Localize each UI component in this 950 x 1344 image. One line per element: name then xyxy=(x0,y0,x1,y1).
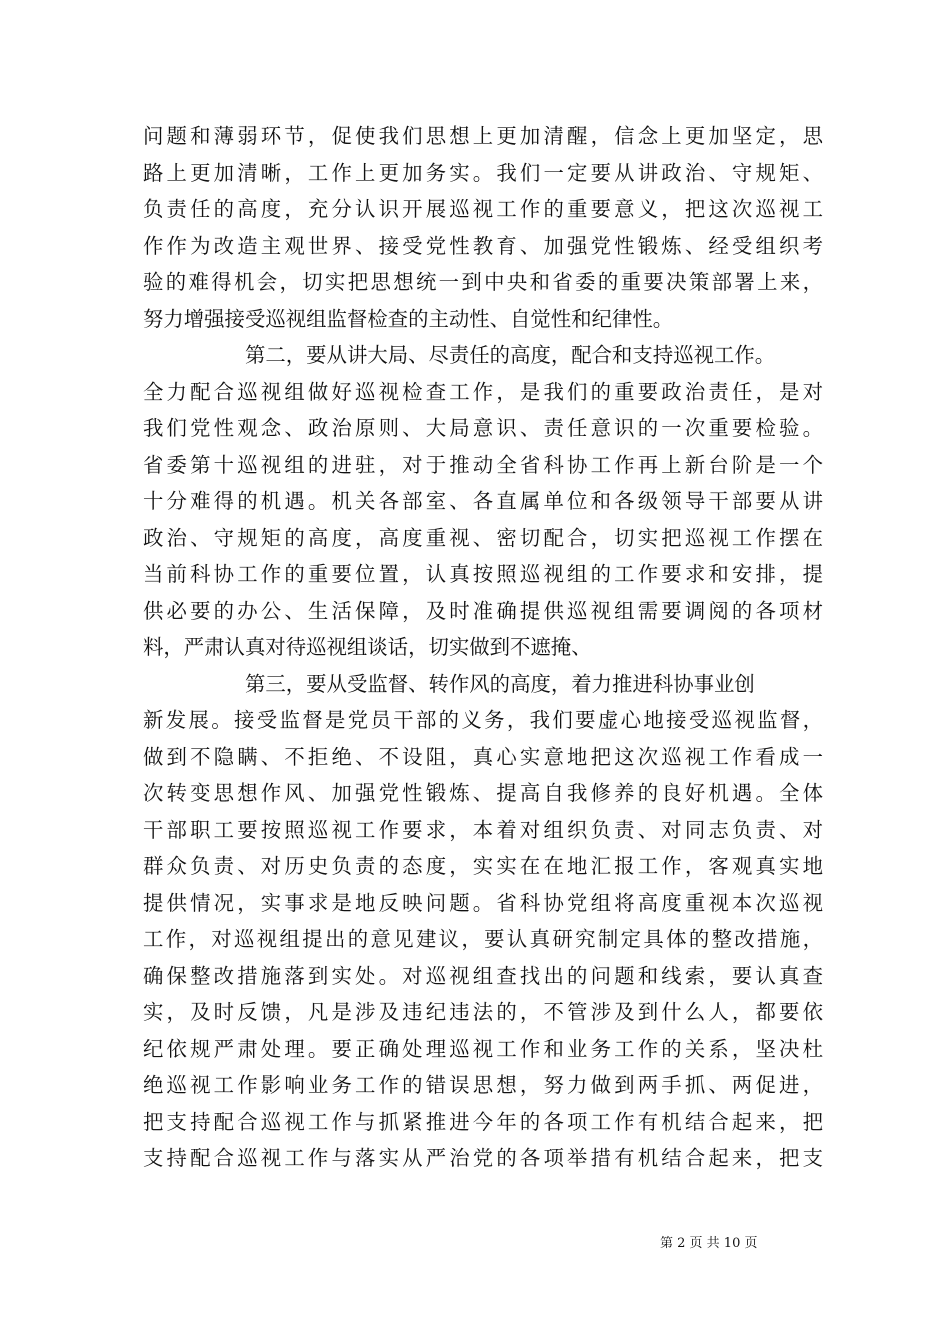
text-line: 十分难得的机遇。机关各部室、各直属单位和各级领导干部要从讲 xyxy=(143,489,823,513)
text-line: 问题和薄弱环节，促使我们思想上更加清醒，信念上更加坚定，思 xyxy=(143,124,823,148)
text-line: 纪依规严肃处理。要正确处理巡视工作和业务工作的关系，坚决杜 xyxy=(143,1036,823,1061)
text-line: 确保整改措施落到实处。对巡视组查找出的问题和线索，要认真查 xyxy=(143,963,823,988)
text-line: 供必要的办公、生活保障，及时准确提供巡视组需要调阅的各项材 xyxy=(143,598,823,623)
text-line: 验的难得机会，切实把思想统一到中央和省委的重要决策部署上来， xyxy=(143,270,823,294)
text-line: 干部职工要按照巡视工作要求，本着对组织负责、对同志负责、对 xyxy=(143,817,823,842)
text-line: 料，严肃认真对待巡视组谈话，切实做到不遮掩、 xyxy=(143,635,592,659)
text-line: 负责任的高度，充分认识开展巡视工作的重要意义，把这次巡视工 xyxy=(143,197,823,221)
text-line: 第三，要从受监督、转作风的高度，着力推进科协事业创 xyxy=(245,671,755,696)
text-line: 做到不隐瞒、不拒绝、不设阻，真心实意地把这次巡视工作看成一 xyxy=(143,744,823,769)
text-line: 我们党性观念、政治原则、大局意识、责任意识的一次重要检验。 xyxy=(143,416,823,440)
text-line: 努力增强接受巡视组监督检查的主动性、自觉性和纪律性。 xyxy=(143,306,674,331)
text-line: 把支持配合巡视工作与抓紧推进今年的各项工作有机结合起来，把 xyxy=(143,1109,823,1134)
text-line: 全力配合巡视组做好巡视检查工作，是我们的重要政治责任，是对 xyxy=(143,379,823,404)
paragraph-1 xyxy=(143,118,823,337)
text-line: 绝巡视工作影响业务工作的错误思想，努力做到两手抓、两促进， xyxy=(143,1073,823,1097)
page-number-footer: 第 2 页 共 10 页 xyxy=(660,1236,758,1251)
text-line: 群众负责、对历史负责的态度，实实在在地汇报工作，客观真实地 xyxy=(143,854,823,878)
text-line: 新发展。接受监督是党员干部的义务，我们要虚心地接受巡视监督， xyxy=(143,708,823,732)
text-line: 实，及时反馈，凡是涉及违纪违法的，不管涉及到什么人，都要依 xyxy=(143,1000,823,1024)
text-line: 第二，要从讲大局、尽责任的高度，配合和支持巡视工作。 xyxy=(245,343,776,367)
text-line: 提供情况，实事求是地反映问题。省科协党组将高度重视本次巡视 xyxy=(143,890,823,915)
text-line: 作作为改造主观世界、接受党性教育、加强党性锻炼、经受组织考 xyxy=(143,233,823,258)
text-line: 工作，对巡视组提出的意见建议，要认真研究制定具体的整改措施， xyxy=(143,927,823,951)
text-line: 当前科协工作的重要位置，认真按照巡视组的工作要求和安排，提 xyxy=(143,562,823,586)
body-text xyxy=(143,118,823,1177)
paragraph-3 xyxy=(143,666,823,1177)
text-line: 次转变思想作风、加强党性锻炼、提高自我修养的良好机遇。全体 xyxy=(143,781,823,805)
text-line: 省委第十巡视组的进驻，对于推动全省科协工作再上新台阶是一个 xyxy=(143,452,823,477)
text-line: 支持配合巡视工作与落实从严治党的各项举措有机结合起来，把支 xyxy=(143,1146,823,1170)
text-line: 政治、守规矩的高度，高度重视、密切配合，切实把巡视工作摆在 xyxy=(143,525,823,550)
text-line: 路上更加清晰，工作上更加务实。我们一定要从讲政治、守规矩、 xyxy=(143,160,823,185)
paragraph-2 xyxy=(143,337,823,666)
